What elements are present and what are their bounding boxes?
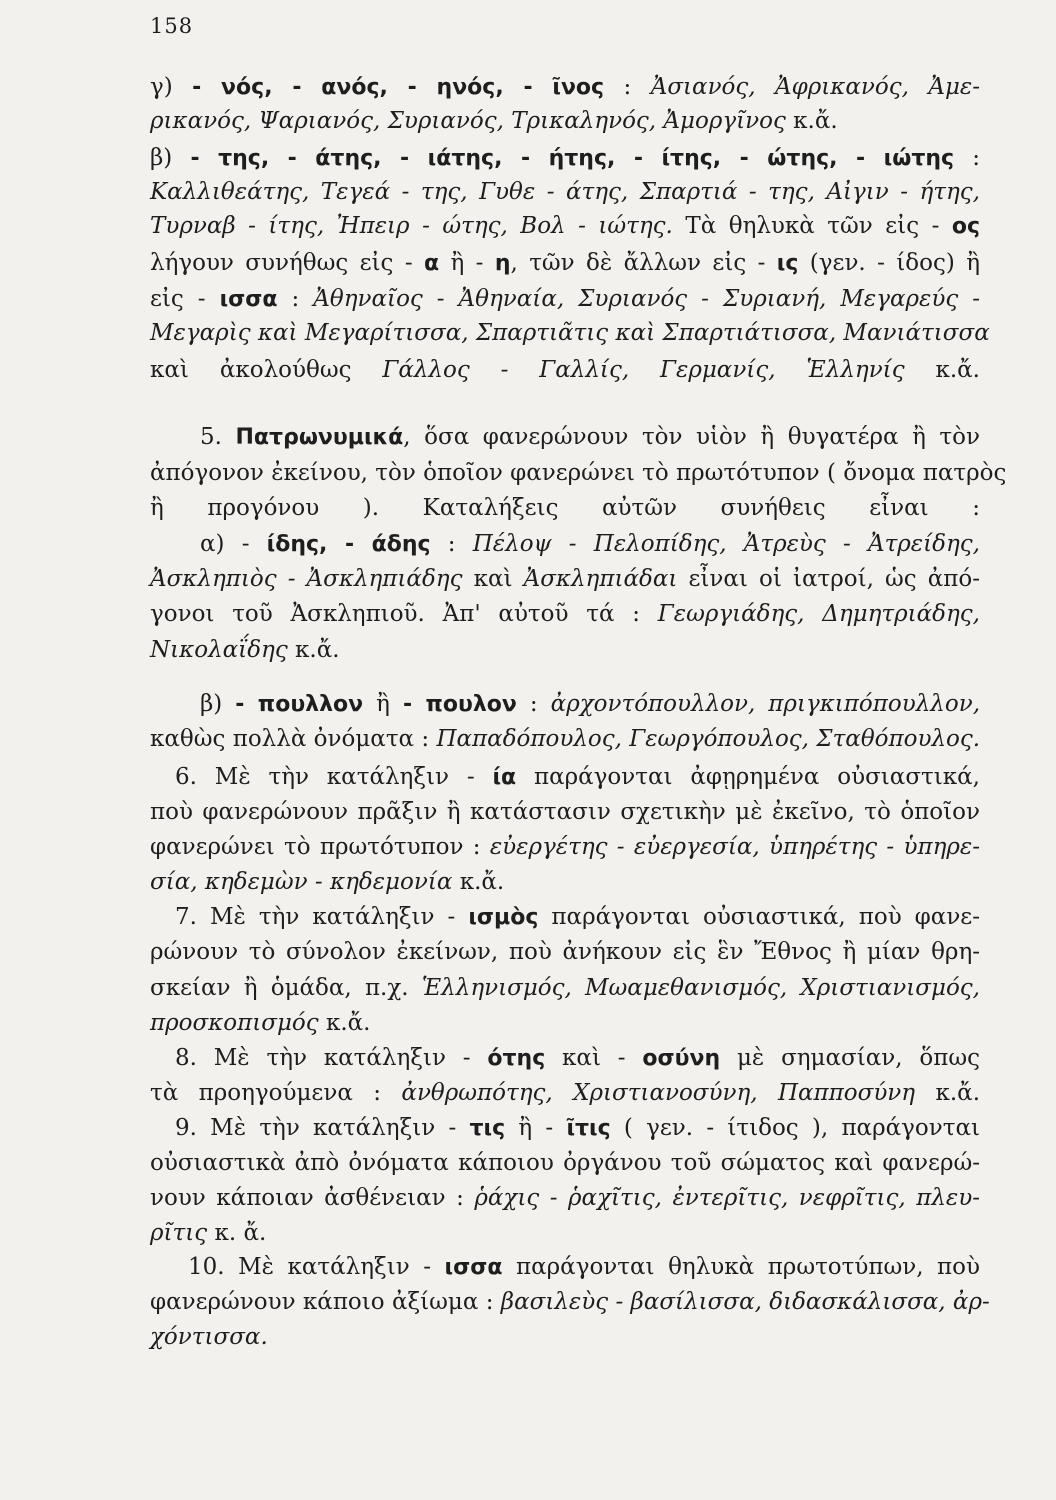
text-run: σκείαν ἢ ὁμάδα, π.χ. xyxy=(150,975,422,1001)
text-run: ( γεν. - ίτιδος ), παράγονται xyxy=(610,1115,980,1141)
bold-suffix: ισσα xyxy=(219,287,278,312)
bold-suffix: η xyxy=(494,251,511,276)
italic-example: εὐεργέτης - εὐεργεσία, ὑπηρέτης - ὑπηρε- xyxy=(489,834,980,860)
text-run: καὶ xyxy=(462,566,524,592)
bold-suffix: - νός, - ανός, - ηνός, - ῖνος xyxy=(192,75,605,100)
text-line xyxy=(150,141,980,176)
text-run: β) xyxy=(150,145,191,171)
italic-example: σία, κηδεμὼν - κηδεμονία xyxy=(150,869,453,895)
text-run: παράγονται ἀφῃρημένα οὐσιαστικά, xyxy=(516,764,980,790)
bold-suffix: - πουλον xyxy=(402,692,517,717)
text-line xyxy=(188,1250,980,1285)
bold-suffix: ῖτις xyxy=(566,1116,611,1141)
text-run: κ.ἄ. xyxy=(318,1010,371,1036)
text-run: : xyxy=(516,691,551,717)
text-line xyxy=(175,1041,980,1076)
text-line xyxy=(150,1216,980,1250)
text-line xyxy=(200,420,980,455)
italic-example: Μεγαρὶς καὶ Μεγαρίτισσα, Σπαρτιᾶτις καὶ Σπαρτιάτισσα, Μανιάτισσα xyxy=(150,320,990,346)
bold-suffix: ος xyxy=(951,214,980,239)
italic-example: Γεωργιάδης, Δημητριάδης, xyxy=(657,601,980,627)
text-line xyxy=(175,900,980,935)
text-run: ἢ xyxy=(363,691,403,717)
text-run: : xyxy=(277,286,314,312)
text-line xyxy=(150,1146,980,1180)
text-line xyxy=(150,1076,980,1110)
text-run: τὰ προηγούμενα : xyxy=(150,1080,402,1106)
text-line xyxy=(150,491,980,525)
text-run: οὐσιαστικὰ ἀπὸ ὀνόματα κάποιου ὀργάνου τοῦ σώματος καὶ φανερώ- xyxy=(150,1150,980,1176)
text-line xyxy=(150,562,980,596)
text-line xyxy=(150,175,980,209)
text-run: μὲ σημασίαν, ὅπως xyxy=(720,1045,980,1071)
page-number: 158 xyxy=(150,14,194,38)
bold-suffix: ισσα xyxy=(444,1255,503,1280)
text-line xyxy=(150,597,980,631)
italic-example: ἀρχοντόπουλλον, πριγκιπόπουλλον, xyxy=(550,691,981,717)
text-line xyxy=(150,316,990,350)
italic-example: ρῖτις xyxy=(150,1220,208,1246)
italic-example: Παπαδόπουλος, Γεωργόπουλος, Σταθόπουλος. xyxy=(436,726,981,752)
text-run: κ. ἄ. xyxy=(207,1220,267,1246)
text-line xyxy=(150,1006,980,1040)
text-run: : xyxy=(430,531,473,557)
text-run: φανερώνουν κάποιο ἀξίωμα : xyxy=(150,1289,501,1315)
italic-example: Ἀσκληπιὸς - Ἀσκληπιάδης xyxy=(150,566,463,592)
text-run: ἀπόγονον ἐκείνου, τὸν ὁποῖον φανερώνει τὸ πρωτότυπον ( ὄνομα πατρὸς xyxy=(150,460,1007,486)
text-run: α) - xyxy=(200,531,267,557)
text-run: εἶναι οἱ ἰατροί, ὡς ἀπό- xyxy=(677,566,981,592)
text-run: β) xyxy=(200,691,236,717)
text-run: ἢ - xyxy=(505,1115,567,1141)
text-line xyxy=(150,282,980,317)
italic-example: προσκοπισμός xyxy=(150,1010,319,1036)
text-line xyxy=(150,830,980,864)
text-run: κ.ἄ. xyxy=(915,1080,980,1106)
bold-suffix: οσύνη xyxy=(642,1046,721,1071)
italic-example: Ἀσιανός, Ἀφρικανός, Ἀμε- xyxy=(650,74,980,100)
text-run: κ.ἄ. xyxy=(904,357,980,383)
text-run: καθὼς πολλὰ ὀνόματα : xyxy=(150,726,437,752)
text-run: φανερώνει τὸ πρωτότυπον : xyxy=(150,834,490,860)
bold-suffix: - της, - άτης, - ιάτης, - ήτης, - ίτης, - ώτης, - ιώτης xyxy=(190,146,955,171)
text-run: ποὺ φανερώνουν πρᾶξιν ἢ κατάστασιν σχετικὴν μὲ ἐκεῖνο, τὸ ὁποῖον xyxy=(150,799,980,825)
text-line xyxy=(150,456,1007,490)
text-line xyxy=(150,1285,990,1319)
bold-suffix: ότης xyxy=(487,1046,546,1071)
text-run: γ) xyxy=(150,74,193,100)
text-run: ἢ - xyxy=(439,250,495,276)
italic-example: ῥάχις - ῥαχῖτις, ἐντερῖτις, νεφρῖτις, πλευ- xyxy=(474,1185,980,1211)
text-line xyxy=(150,935,980,969)
bold-suffix: ίδης, - άδης xyxy=(266,532,431,557)
text-run: παράγονται θηλυκὰ πρωτοτύπων, ποὺ xyxy=(502,1254,980,1280)
text-run: , ὅσα φανερώνουν τὸν υἱὸν ἢ θυγατέρα ἢ τὸν xyxy=(403,424,980,450)
italic-example: Καλλιθεάτης, Τεγεά - της, Γυθε - άτης, Σπαρτιά - της, Αἰγιν - ήτης, xyxy=(150,179,980,205)
text-line xyxy=(150,70,980,105)
text-run: , τῶν δὲ ἄλλων εἰς - xyxy=(510,250,777,276)
bold-suffix: ισμὸς xyxy=(468,905,539,930)
text-line xyxy=(150,971,980,1005)
text-line xyxy=(150,104,980,138)
text-line xyxy=(150,353,980,387)
italic-example: Πέλοψ - Πελοπίδης, Ἀτρεὺς - Ἀτρείδης, xyxy=(472,531,980,557)
text-run: 8. Μὲ τὴν κατάληξιν - xyxy=(175,1045,488,1071)
text-run: εἰς - xyxy=(150,286,220,312)
text-line xyxy=(150,209,980,244)
italic-example: Νικολαΐδης xyxy=(150,637,288,663)
text-line xyxy=(150,722,980,756)
text-line xyxy=(150,865,980,899)
text-line xyxy=(150,246,980,281)
text-run: 7. Μὲ τὴν κατάληξιν - xyxy=(175,904,469,930)
text-line xyxy=(175,1111,980,1146)
text-run: (γεν. - ίδος) ἢ xyxy=(798,250,981,276)
text-run: 9. Μὲ τὴν κατάληξιν - xyxy=(175,1115,470,1141)
text-run: 10. Μὲ κατάληξιν - xyxy=(188,1254,445,1280)
italic-example: ἀνθρωπότης, Χριστιανοσύνη, Παπποσύνη xyxy=(401,1080,916,1106)
italic-example: Τυρναβ - ίτης, Ἠπειρ - ώτης, Βολ - ιώτης. xyxy=(150,213,673,239)
text-run: 6. Μὲ τὴν κατάληξιν - xyxy=(175,764,493,790)
text-line xyxy=(200,687,980,722)
italic-example: βασιλεὺς - βασίλισσα, διδασκάλισσα, ἀρ- xyxy=(500,1289,990,1315)
italic-example: Ἀσκληπιάδαι xyxy=(523,566,678,592)
text-line xyxy=(200,527,980,562)
text-line xyxy=(175,760,980,795)
italic-example: Ἀθηναῖος - Ἀθηναία, Συριανός - Συριανή, Μεγαρεύς - xyxy=(313,286,980,312)
text-line xyxy=(150,633,980,667)
text-line xyxy=(150,795,980,829)
bold-suffix: α xyxy=(423,251,440,276)
text-run: κ.ἄ. xyxy=(287,637,340,663)
text-run: ρώνουν τὸ σύνολον ἐκείνων, ποὺ ἀνήκουν εἰς ἓν Ἔθνος ἢ μίαν θρη- xyxy=(150,939,980,965)
text-run: γονοι τοῦ Ἀσκληπιοῦ. Ἀπ' αὐτοῦ τά : xyxy=(150,601,658,627)
italic-example: χόντισσα. xyxy=(150,1324,268,1350)
text-run: 5. xyxy=(200,424,236,450)
bold-suffix: - πουλλον xyxy=(235,692,364,717)
text-run: καὶ - xyxy=(545,1045,643,1071)
bold-suffix: Πατρωνυμικά xyxy=(235,425,404,450)
text-run: παράγονται οὐσιαστικά, ποὺ φανε- xyxy=(538,904,980,930)
text-run: ἢ προγόνου ). Καταλήξεις αὐτῶν συνήθεις εἶναι : xyxy=(150,495,980,521)
text-run: κ.ἄ. xyxy=(785,108,838,134)
text-line xyxy=(150,1320,980,1354)
text-run: λήγουν συνήθως εἰς - xyxy=(150,250,424,276)
text-run: νουν κάποιαν ἀσθένειαν : xyxy=(150,1185,475,1211)
italic-example: Γάλλος - Γαλλίς, Γερμανίς, Ἑλληνίς xyxy=(382,357,905,383)
text-run: : xyxy=(954,145,980,171)
bold-suffix: ία xyxy=(492,765,517,790)
italic-example: Ἑλληνισμός, Μωαμεθανισμός, Χριστιανισμός, xyxy=(421,975,980,1001)
text-run: Τὰ θηλυκὰ τῶν εἰς - xyxy=(672,213,952,239)
text-run: καὶ ἀκολούθως xyxy=(150,357,383,383)
text-run: : xyxy=(604,74,651,100)
text-line xyxy=(150,1181,980,1215)
bold-suffix: τις xyxy=(469,1116,506,1141)
bold-suffix: ις xyxy=(776,251,799,276)
text-run: κ.ἄ. xyxy=(452,869,505,895)
italic-example: ρικανός, Ψαριανός, Συριανός, Τρικαληνός, Ἀμοργῖνος xyxy=(150,108,786,134)
